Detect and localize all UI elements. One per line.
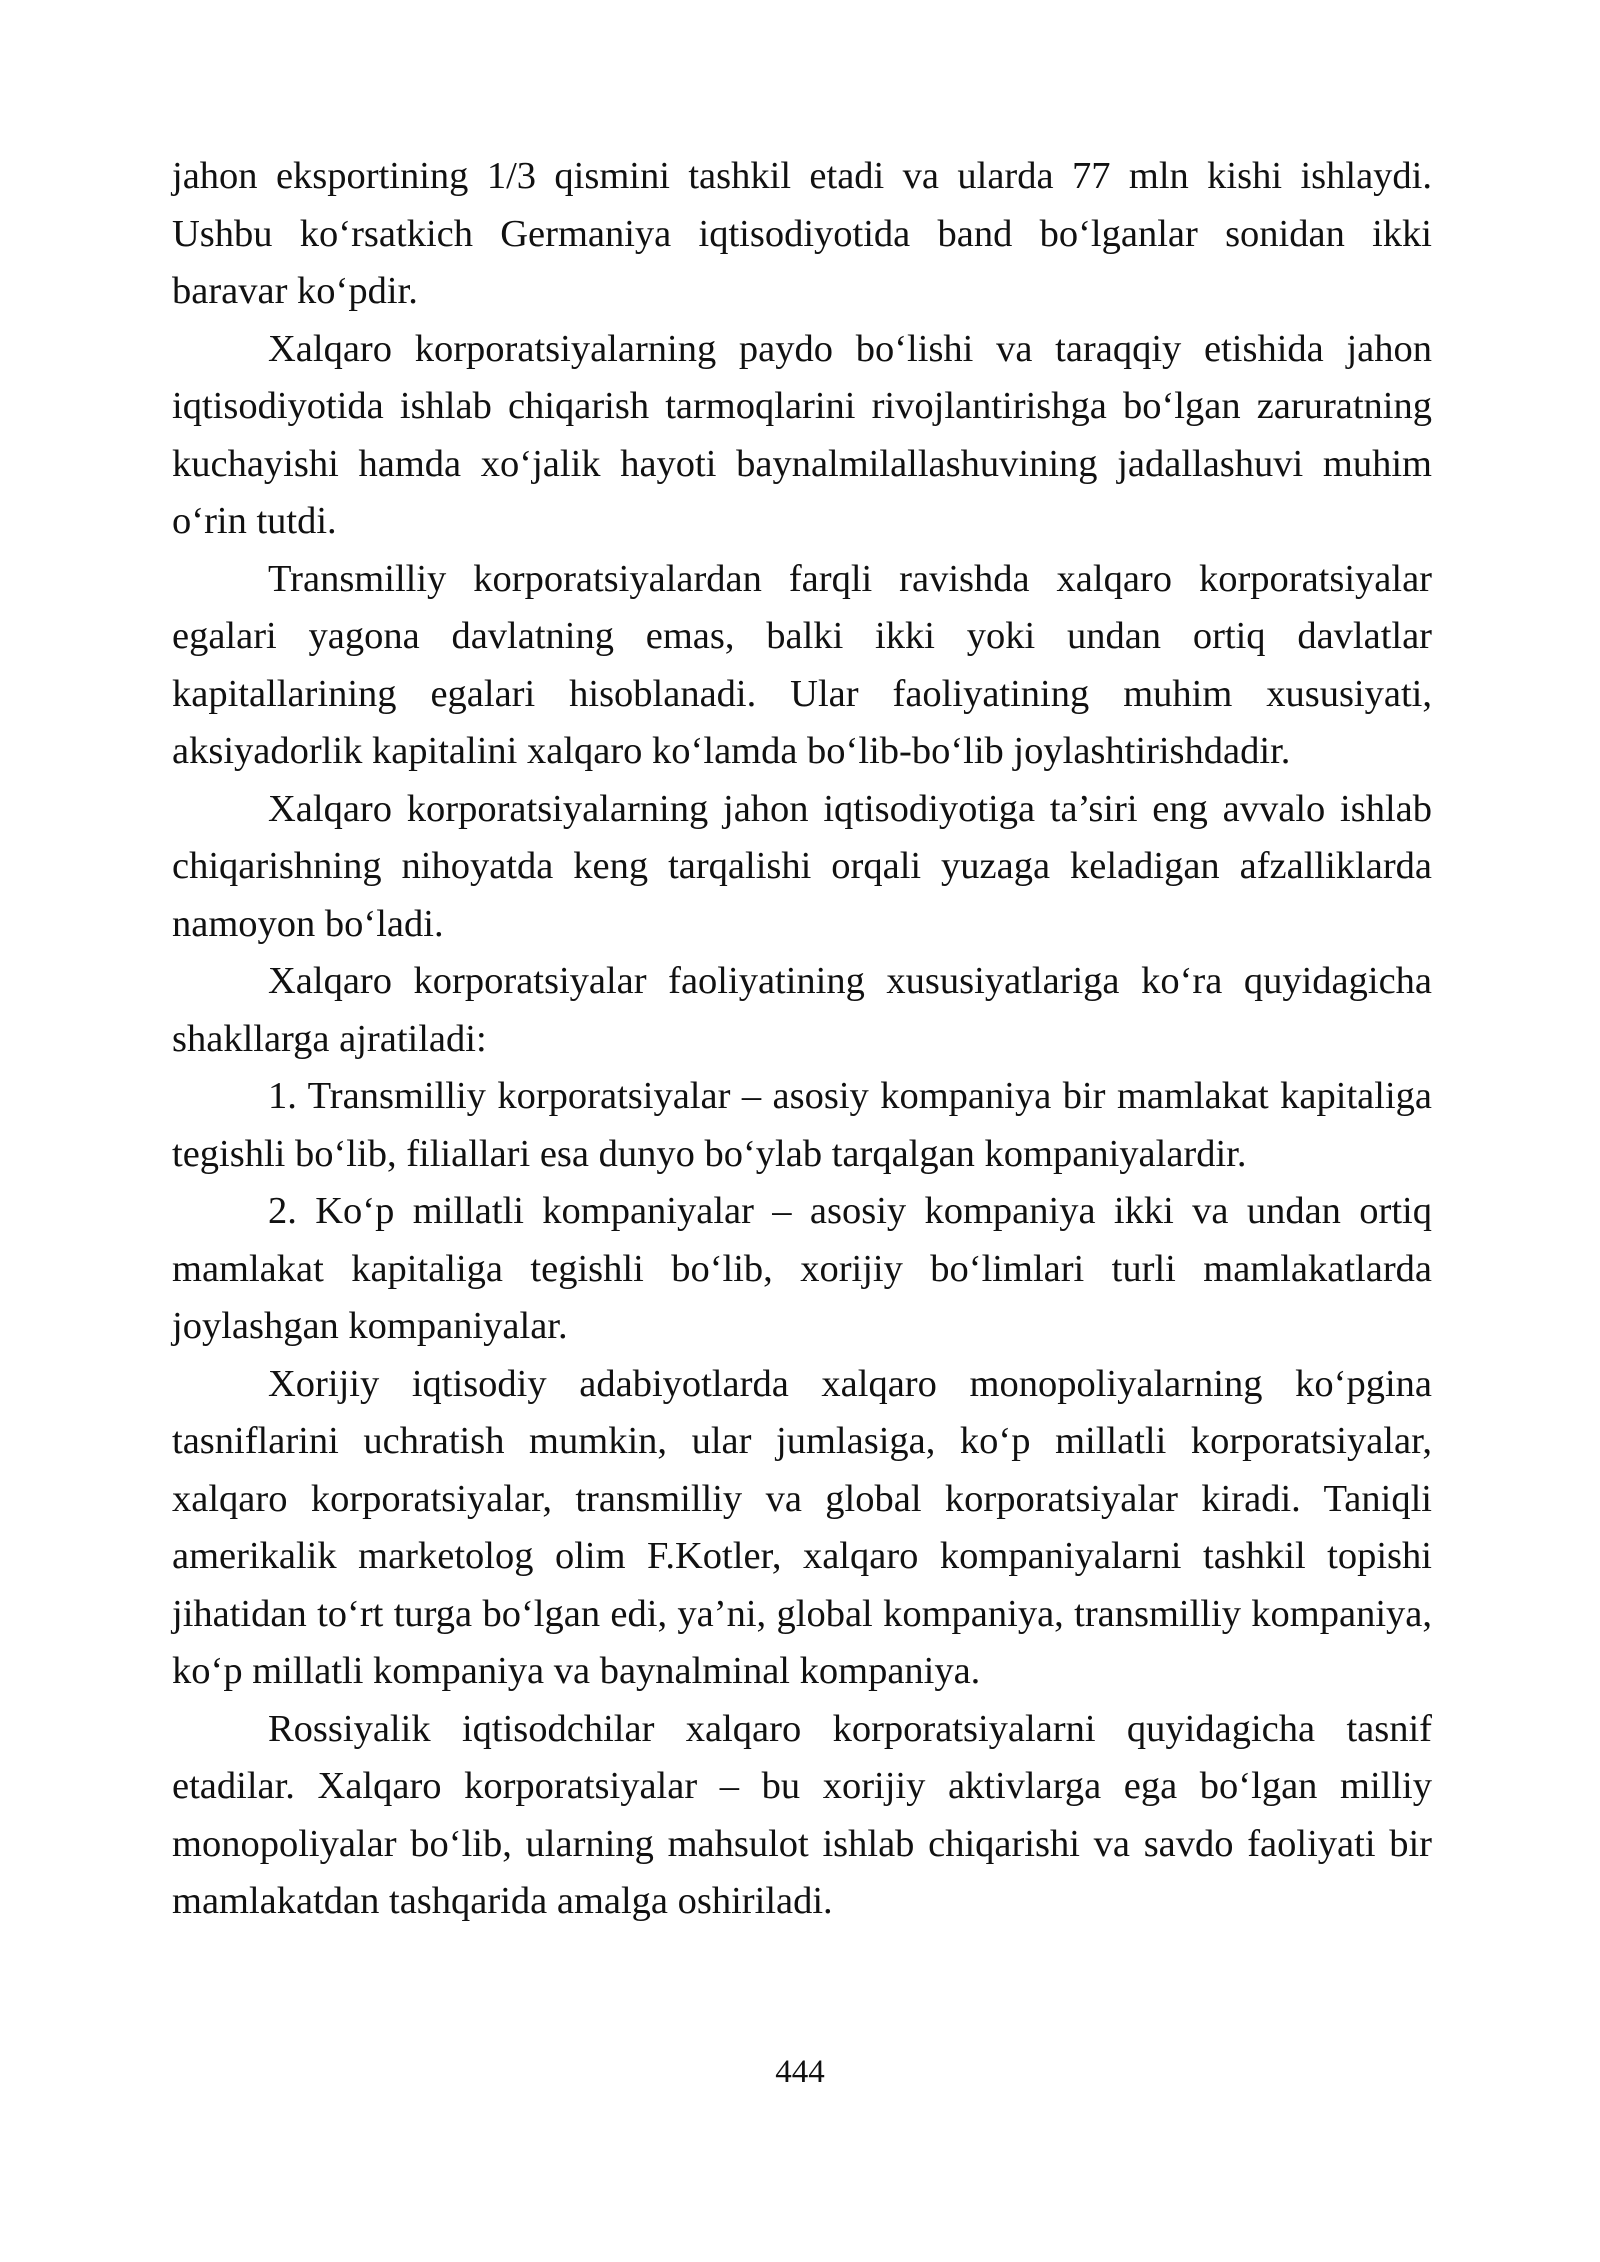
list-item-paragraph: 2. Ko‘p millatli kompaniyalar – asosiy kompaniya ikki va undan ortiq mamlakat kapitaliga tegishli bo‘lib, xorijiy bo‘limlari turli mamlakatlarda joylashgan kompaniyalar. — [172, 1190, 1432, 1347]
paragraph: Xalqaro korporatsiyalar faoliyatining xususiyatlariga ko‘ra quyidagicha shakllarga ajratiladi: — [172, 960, 1432, 1060]
paragraph-continuation: jahon eksportining 1/3 qismini tashkil etadi va ularda 77 mln kishi ishlaydi. Ushbu ko‘rsatkich Germaniya iqtisodiyotida band bo‘lganlar sonidan ikki baravar ko‘pdir. — [172, 155, 1432, 312]
paragraph: Xalqaro korporatsiyalarning jahon iqtisodiyotiga ta’siri eng avvalo ishlab chiqarishning nihoyatda keng tarqalishi orqali yuzaga keladigan afzalliklarda namoyon bo‘ladi. — [172, 787, 1432, 945]
body-text — [172, 148, 1432, 1931]
list-item-paragraph: 1. Transmilliy korporatsiyalar – asosiy kompaniya bir mamlakat kapitaliga tegishli bo‘lib, filiallari esa dunyo bo‘ylab tarqalgan kompaniyalardir. — [172, 1075, 1432, 1175]
paragraph: Rossiyalik iqtisodchilar xalqaro korporatsiyalarni quyidagicha tasnif etadilar. Xalqaro korporatsiyalar – bu xorijiy aktivlarga ega bo‘lgan milliy monopoliyalar bo‘lib, ularning mahsulot ishlab chiqarishi va savdo faoliyati bir mamlakatdan tashqarida amalga oshiriladi. — [172, 1707, 1432, 1922]
paragraph: Transmilliy korporatsiyalardan farqli ravishda xalqaro korporatsiyalar egalari yagona davlatning emas, balki ikki yoki undan ortiq davlatlar kapitallarining egalari hisoblanadi. Ular faoliyatining muhim xususiyati, aksiyadorlik kapitalini xalqaro ko‘lamda bo‘lib-bo‘lib joylashtirishdadir. — [172, 557, 1432, 772]
paragraph: Xorijiy iqtisodiy adabiyotlarda xalqaro monopoliyalarning ko‘pgina tasniflarini uchratish mumkin, ular jumlasiga, ko‘p millatli korporatsiyalar, xalqaro korporatsiyalar, transmilliy va global korporatsiyalar kiradi. Taniqli amerikalik marketolog olim F.Kotler, xalqaro kompaniyalarni tashkil topishi jihatidan to‘rt turga bo‘lgan edi, ya’ni, global kompaniya, transmilliy kompaniya, ko‘p millatli kompaniya va baynalminal kompaniya. — [172, 1362, 1432, 1692]
page-number: 444 — [775, 2054, 825, 2090]
paragraph: Xalqaro korporatsiyalarning paydo bo‘lishi va taraqqiy etishida jahon iqtisodiyotida ishlab chiqarish tarmoqlarini rivojlantirishga bo‘lgan zaruratning kuchayishi hamda xo‘jalik hayoti baynalmilallashuvining jadallashuvi muhim o‘rin tutdi. — [172, 327, 1432, 542]
